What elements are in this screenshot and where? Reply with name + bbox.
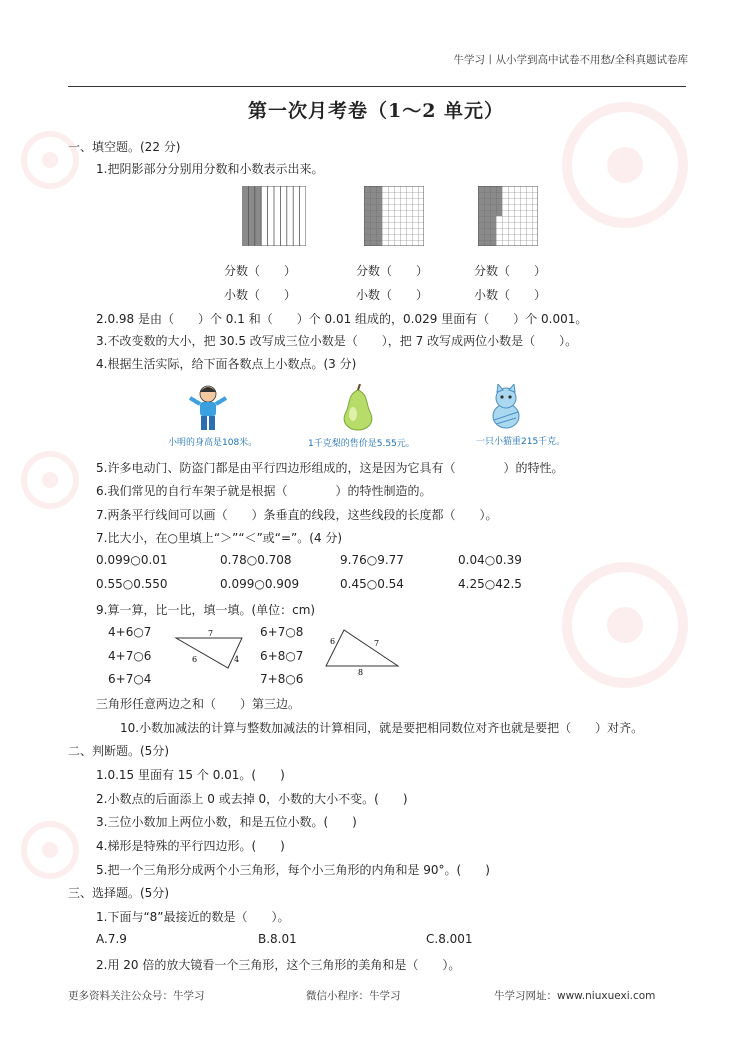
header-rule xyxy=(68,86,686,87)
watermark-logo xyxy=(560,560,690,693)
triangle-1-top-label: 7 xyxy=(208,629,214,638)
compare-item: 0.099○0.01 xyxy=(96,553,168,567)
question-10: 10.小数加减法的计算与整数加减法的计算相同，就是要把相同数位对齐也就是要把（ ）对齐。 xyxy=(120,721,644,735)
judge-item: 5.把一个三角形分成两个小三角形，每个小三角形的内角和是 90°。( ) xyxy=(96,863,490,877)
cat-illustration xyxy=(484,384,528,432)
fraction-label-3: 分数（ ） xyxy=(474,264,547,278)
question-9-tail: 三角形任意两边之和（ ）第三边。 xyxy=(96,697,301,711)
triangle-1-left-label: 6 xyxy=(192,655,198,664)
section-judge-title: 二、判断题。(5分) xyxy=(68,744,169,758)
question-6: 6.我们常见的自行车架子就是根据（ ）的特性制造的。 xyxy=(96,484,432,498)
page-title: 第一次月考卷（1～2 单元） xyxy=(247,100,505,122)
question-3: 3.不改变数的大小，把 30.5 改写成三位小数是（ ），把 7 改写成两位小数是（ ）。 xyxy=(96,334,578,348)
watermark-logo xyxy=(20,450,80,513)
calc-item: 4+7○6 xyxy=(108,649,152,663)
question-4: 4.根据生活实际，给下面各数点上小数点。(3 分) xyxy=(96,357,357,371)
choice-question-1: 1.下面与“8”最接近的数是（ ）。 xyxy=(96,910,290,924)
decimal-label-3: 小数（ ） xyxy=(474,288,547,302)
question-1: 1.把阴影部分分别用分数和小数表示出来。 xyxy=(96,162,324,176)
judge-item: 4.梯形是特殊的平行四边形。( ) xyxy=(96,839,285,853)
footer-center: 微信小程序：牛学习 xyxy=(306,990,401,1002)
question-9: 9.算一算，比一比，填一填。(单位：cm) xyxy=(96,603,316,617)
choice-question-2: 2.用 20 倍的放大镜看一个三角形，这个三角形的美角和是（ ）。 xyxy=(96,958,461,972)
fraction-label-2: 分数（ ） xyxy=(356,264,429,278)
compare-item: 0.55○0.550 xyxy=(96,577,168,591)
compare-item: 0.04○0.39 xyxy=(458,553,522,567)
question-7: 7.两条平行线间可以画（ ）条垂直的线段，这些线段的长度都（ ）。 xyxy=(96,508,498,522)
calc-item: 6+7○8 xyxy=(260,625,304,639)
question-8: 7.比大小，在○里填上“＞”“＜”或“=”。(4 分) xyxy=(96,531,343,545)
caption-cat: 一只小猫重215千克。 xyxy=(476,437,566,447)
calc-item: 6+7○4 xyxy=(108,672,152,686)
grid-figure-3 xyxy=(478,186,538,246)
triangle-2-left-label: 6 xyxy=(330,637,336,646)
decimal-label-2: 小数（ ） xyxy=(356,288,429,302)
grid-figure-2 xyxy=(364,186,424,246)
triangle-figure-1 xyxy=(172,626,248,672)
choice-option-a: A.7.9 xyxy=(96,932,127,946)
decimal-label-1: 小数（ ） xyxy=(224,288,297,302)
question-2: 2.0.98 是由（ ）个 0.1 和（ ）个 0.01 组成的，0.029 里面有（ ）个 0.001。 xyxy=(96,312,588,326)
compare-item: 0.78○0.708 xyxy=(220,553,292,567)
section-fill-title: 一、填空题。(22 分) xyxy=(68,140,181,154)
judge-item: 1.0.15 里面有 15 个 0.01。( ) xyxy=(96,768,285,782)
compare-item: 0.099○0.909 xyxy=(220,577,300,591)
compare-item: 4.25○42.5 xyxy=(458,577,522,591)
judge-item: 2.小数点的后面添上 0 或去掉 0，小数的大小不变。( ) xyxy=(96,792,408,806)
grid-figure-1 xyxy=(242,186,306,246)
caption-pear: 1千克梨的售价是5.55元。 xyxy=(308,439,415,449)
section-choice-title: 三、选择题。(5分) xyxy=(68,886,169,900)
footer-left: 更多资料关注公众号：牛学习 xyxy=(68,990,205,1002)
triangle-figure-2 xyxy=(322,624,402,678)
compare-item: 0.45○0.54 xyxy=(340,577,404,591)
choice-option-b: B.8.01 xyxy=(258,932,297,946)
compare-item: 9.76○9.77 xyxy=(340,553,404,567)
triangle-2-right-label: 7 xyxy=(374,639,380,648)
calc-item: 4+6○7 xyxy=(108,625,152,639)
fraction-label-1: 分数（ ） xyxy=(224,264,297,278)
header-text: 牛学习丨从小学到高中试卷不用愁/全科真题试卷库 xyxy=(453,54,688,66)
calc-item: 7+8○6 xyxy=(260,672,304,686)
judge-item: 3.三位小数加上两位小数，和是五位小数。( ) xyxy=(96,815,357,829)
pear-illustration xyxy=(336,384,380,432)
triangle-1-right-label: 4 xyxy=(234,655,240,664)
calc-item: 6+8○7 xyxy=(260,649,304,663)
triangle-2-bottom-label: 8 xyxy=(358,668,364,677)
footer-right: 牛学习网址：www.niuxuexi.com xyxy=(494,990,656,1002)
watermark-logo xyxy=(20,820,80,883)
caption-boy: 小明的身高是108米。 xyxy=(168,438,258,448)
choice-option-c: C.8.001 xyxy=(426,932,473,946)
question-5: 5.许多电动门、防盗门都是由平行四边形组成的，这是因为它具有（ ）的特性。 xyxy=(96,461,564,475)
boy-illustration xyxy=(186,384,230,432)
